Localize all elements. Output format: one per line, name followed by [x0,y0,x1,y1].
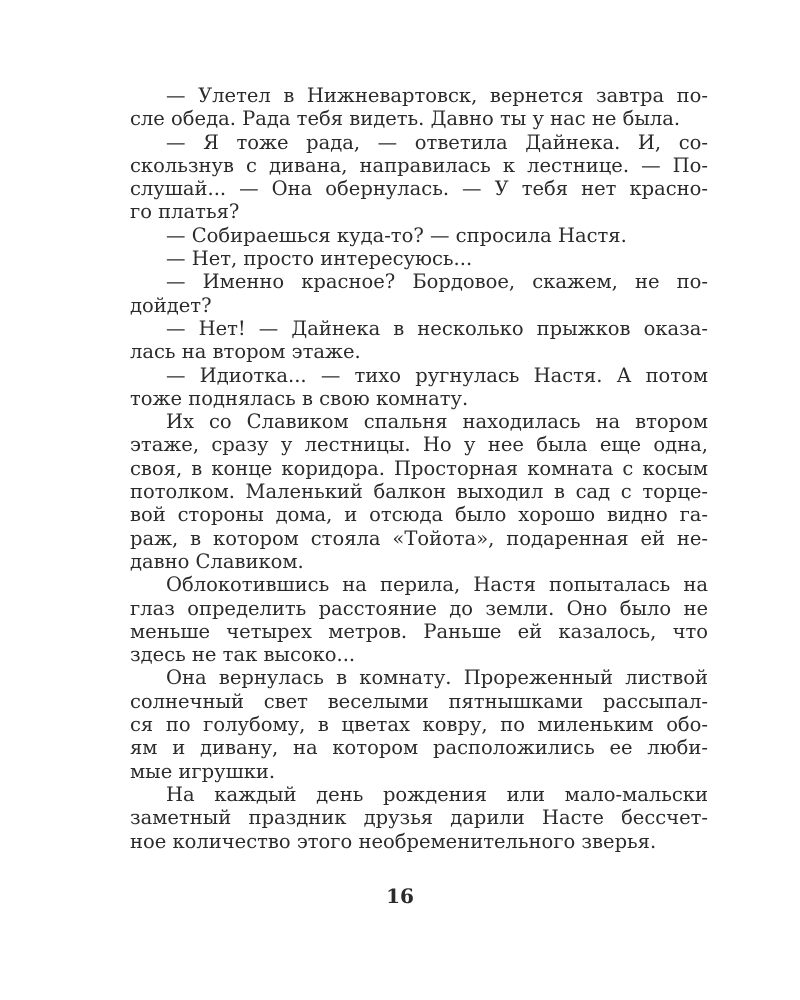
body-text [130,84,708,853]
text-line: дойдет? [130,293,212,317]
text-line: тоже поднялась в свою комнату. [130,386,469,410]
paragraph [130,783,708,853]
text-line: раж, в котором стояла «Тойота», подаренная ей не- [130,526,708,550]
paragraph [130,317,708,364]
paragraph [130,84,708,131]
text-line: — Нет, просто интересуюсь... [166,247,473,271]
text-line: своя, в конце коридора. Просторная комната с косым [130,456,708,480]
text-line: Их со Славиком спальня находилась на втором [166,410,708,434]
text-line: мые игрушки. [130,759,276,783]
text-line: вой стороны дома, и отсюда было хорошо видно га- [130,503,708,527]
paragraph [130,224,708,247]
paragraph [130,573,708,666]
text-line: солнечный свет веселыми пятнышками рассыпал- [130,689,708,713]
text-line: Облокотившись на перила, Настя попыталась на [166,573,708,597]
page-number: 16 [386,884,414,908]
text-line: меньше четырех метров. Раньше ей казалось, что [130,619,708,643]
text-line: Она вернулась в комнату. Прореженный листвой [166,666,708,690]
paragraph [130,364,708,411]
text-line: здесь не так высоко... [130,643,356,667]
paragraph [130,247,708,270]
text-line: глаз определить расстояние до земли. Оно было не [130,596,708,620]
paragraph [130,666,708,782]
text-line: заметный праздник друзья дарили Насте бессчет- [130,806,708,830]
paragraph [130,270,708,317]
text-line: сле обеда. Рада тебя видеть. Давно ты у нас не была. [130,107,681,131]
text-line: потолком. Маленький балкон выходил в сад с торце- [130,480,708,504]
text-line: давно Славиком. [130,549,304,573]
text-line: этаже, сразу у лестницы. Но у нее была еще одна, [130,433,708,457]
text-line: — Я тоже рада, — ответила Дайнека. И, со- [166,130,708,154]
text-line: На каждый день рождения или мало-мальски [166,782,708,806]
text-line: — Собираешься куда-то? — спросила Настя. [166,223,627,247]
text-line: — Идиотка... — тихо ругнулась Настя. А потом [166,363,708,387]
text-line: — Нет! — Дайнека в несколько прыжков оказа- [166,316,708,340]
text-line: ное количество этого необременительного зверья. [130,829,657,853]
text-line: — Улетел в Нижневартовск, вернется завтра по- [166,84,708,107]
text-line: — Именно красное? Бордовое, скажем, не по- [166,270,708,294]
text-line: слушай... — Она обернулась. — У тебя нет красно- [130,177,708,201]
text-line: го платья? [130,200,240,224]
text-line: лась на втором этаже. [130,340,361,364]
paragraph [130,131,708,224]
text-line: ся по голубому, в цветах ковру, по миленьким обо- [130,713,708,737]
text-line: скользнув с дивана, направилась к лестнице. — По- [130,153,708,177]
paragraph [130,410,708,573]
text-line: ям и дивану, на котором расположились ее люби- [130,736,708,760]
